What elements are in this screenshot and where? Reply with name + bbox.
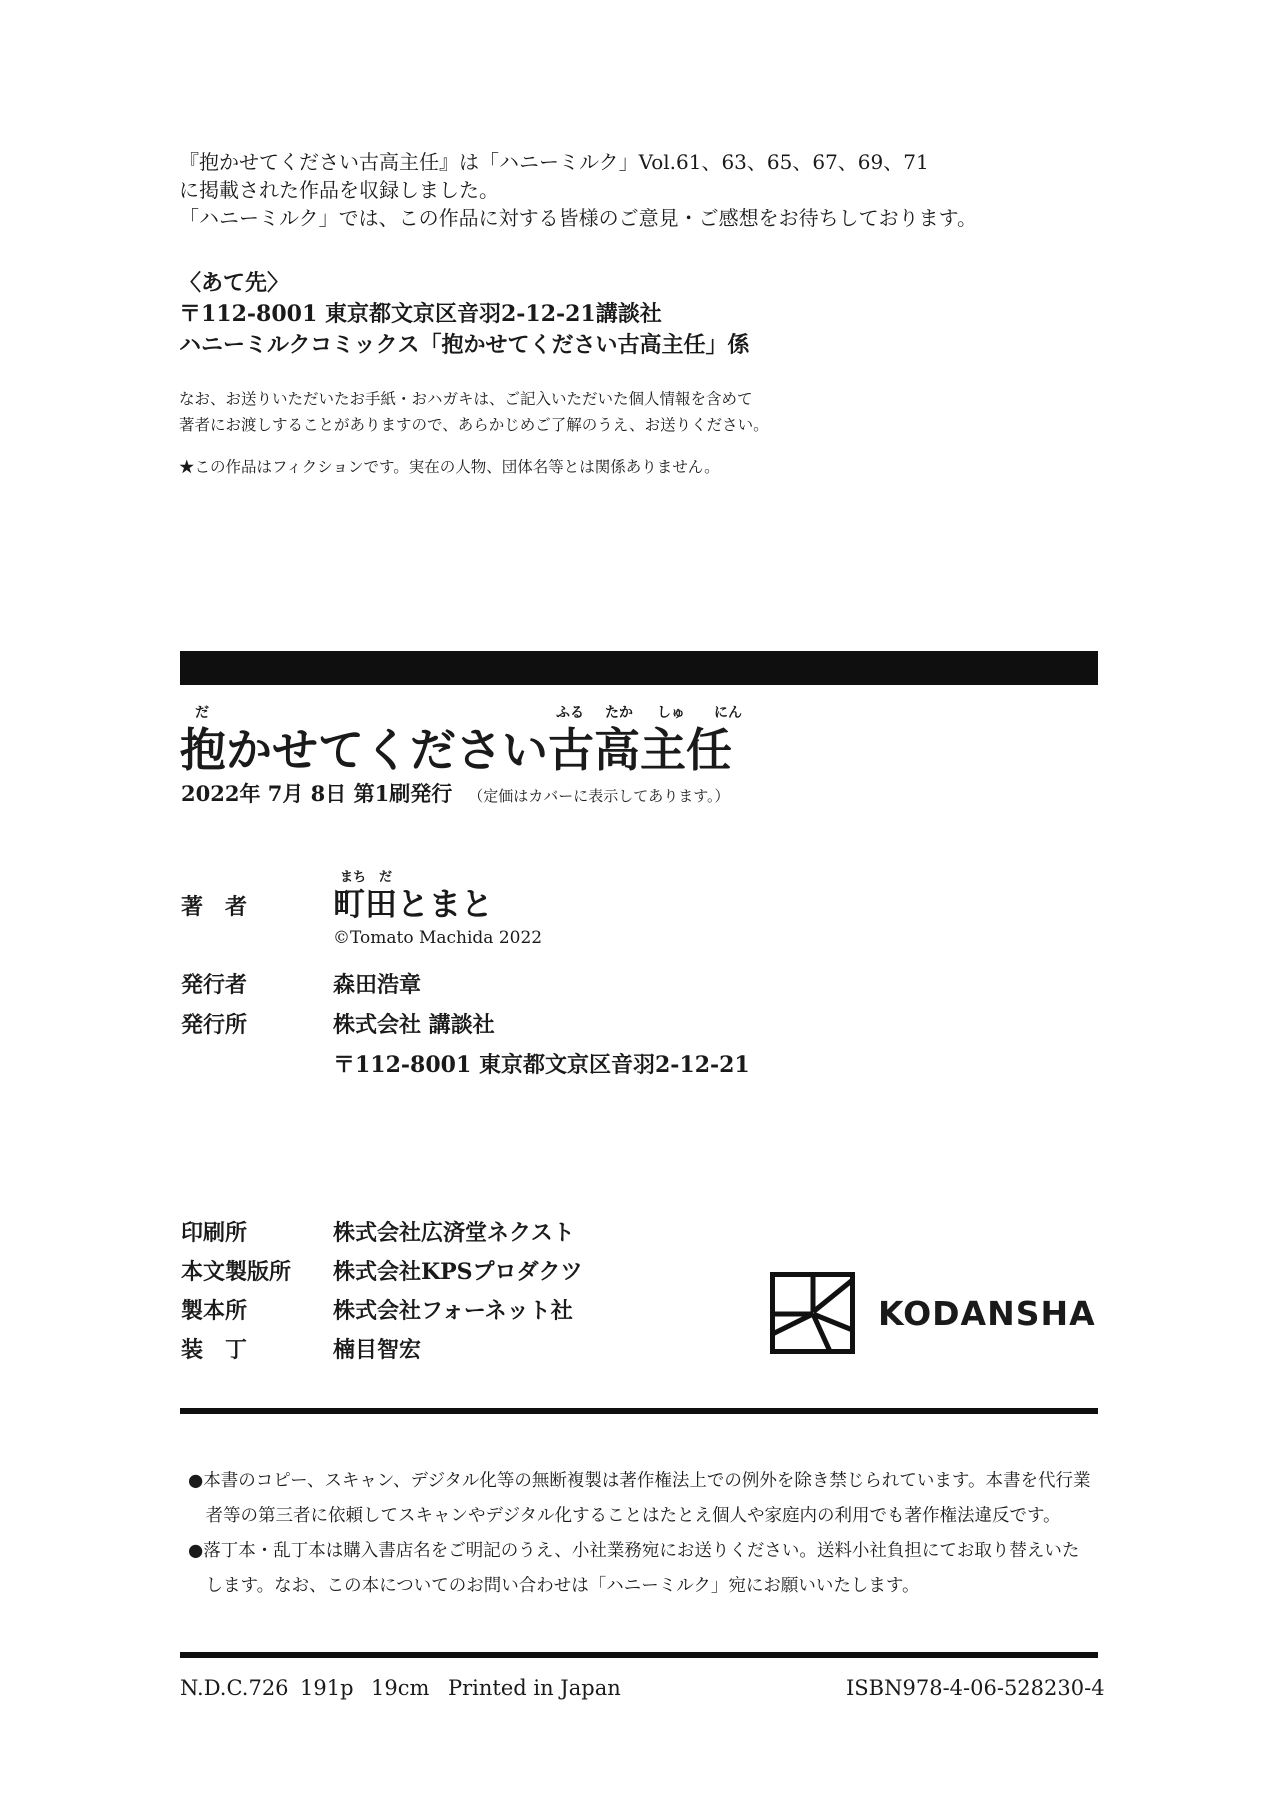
book-title: 抱かせてください古高主任	[180, 723, 732, 777]
notice-line: 者等の第三者に依頼してスキャンやデジタル化することはたとえ個人や家庭内の利用でも著作権法違反です。	[188, 1506, 1061, 1526]
kodansha-logo-icon	[770, 1272, 855, 1354]
intro-block	[179, 148, 977, 232]
design-name: 楠目智宏	[333, 1337, 422, 1363]
ndc-code: N.D.C.726	[180, 1676, 289, 1700]
address-block	[179, 268, 749, 361]
ruby-shu: しゅ	[657, 705, 685, 721]
author-label: 著 者	[181, 894, 248, 920]
printed-in: Printed in Japan	[448, 1676, 621, 1700]
footer-top-rule	[180, 1652, 1098, 1658]
publisher-label: 発行者	[181, 972, 248, 998]
address-note-line: 著者にお渡しすることがありますので、あらかじめご了解のうえ、お送りください。	[179, 416, 769, 434]
office-label: 発行所	[181, 1012, 248, 1038]
address-postal: 〒112-8001 東京都文京区音羽2-12-21講談社	[179, 301, 662, 327]
printer-label: 印刷所	[181, 1220, 248, 1246]
publisher-name: 森田浩章	[333, 972, 422, 998]
address-note-line: なお、お送りいただいたお手紙・おハガキは、ご記入いただいた個人情報を含めて	[179, 390, 753, 408]
address-heading: 〈あて先〉	[179, 270, 290, 296]
ruby-taka: たか	[605, 705, 633, 721]
copyright: ©Tomato Machida 2022	[333, 928, 543, 948]
intro-line: 「ハニーミルク」では、この作品に対する皆様のご意見・ご感想をお待ちしております。	[179, 206, 977, 230]
author-ruby: まち だ	[340, 870, 393, 885]
publication-date-line	[181, 780, 730, 810]
isbn: ISBN978-4-06-528230-4	[846, 1676, 1105, 1700]
printer-name: 株式会社広済堂ネクスト	[333, 1220, 575, 1246]
notice-top-rule	[180, 1408, 1098, 1414]
title-block	[180, 700, 740, 778]
intro-line: 『抱かせてください古高主任』は「ハニーミルク」Vol.61、63、65、67、69、71	[179, 150, 929, 174]
page-count: 191p	[300, 1676, 354, 1700]
intro-line: に掲載された作品を収録しました。	[179, 178, 499, 202]
book-size: 19cm	[371, 1676, 430, 1700]
title-ruby	[180, 700, 740, 722]
notice-line: します。なお、この本についてのお問い合わせは「ハニーミルク」宛にお願いいたします。	[188, 1576, 920, 1596]
ruby-da: だ	[195, 705, 209, 721]
office-name: 株式会社 講談社	[333, 1012, 495, 1038]
fiction-notice: ★この作品はフィクションです。実在の人物、団体名等とは関係ありません。	[179, 458, 720, 476]
price-note: （定価はカバーに表示してあります。）	[468, 787, 730, 805]
author-name: 町田とまと	[333, 885, 494, 923]
plate-label: 本文製版所	[181, 1259, 292, 1285]
legal-notices	[188, 1464, 1091, 1604]
address-note	[179, 386, 769, 438]
title-divider-bar	[180, 651, 1098, 685]
kodansha-logo-text: KODANSHA	[878, 1294, 1096, 1333]
binder-name: 株式会社フォーネット社	[333, 1298, 573, 1324]
notice-line: ●落丁本・乱丁本は購入書店名をご明記のうえ、小社業務宛にお送りください。送料小社負担にてお取り替えいた	[188, 1541, 1080, 1561]
publication-date: 2022年 7月 8日 第1刷発行	[181, 781, 453, 806]
binder-label: 製本所	[181, 1298, 248, 1324]
ruby-nin: にん	[714, 705, 742, 721]
address-recipient: ハニーミルクコミックス「抱かせてください古高主任」係	[179, 332, 750, 358]
notice-line: ●本書のコピー、スキャン、デジタル化等の無断複製は著作権法上での例外を除き禁じられています。本書を代行業	[188, 1471, 1091, 1491]
office-address: 〒112-8001 東京都文京区音羽2-12-21	[333, 1052, 750, 1078]
ruby-furu: ふる	[556, 705, 584, 721]
design-label: 装 丁	[181, 1337, 248, 1363]
plate-name: 株式会社KPSプロダクツ	[333, 1259, 583, 1285]
